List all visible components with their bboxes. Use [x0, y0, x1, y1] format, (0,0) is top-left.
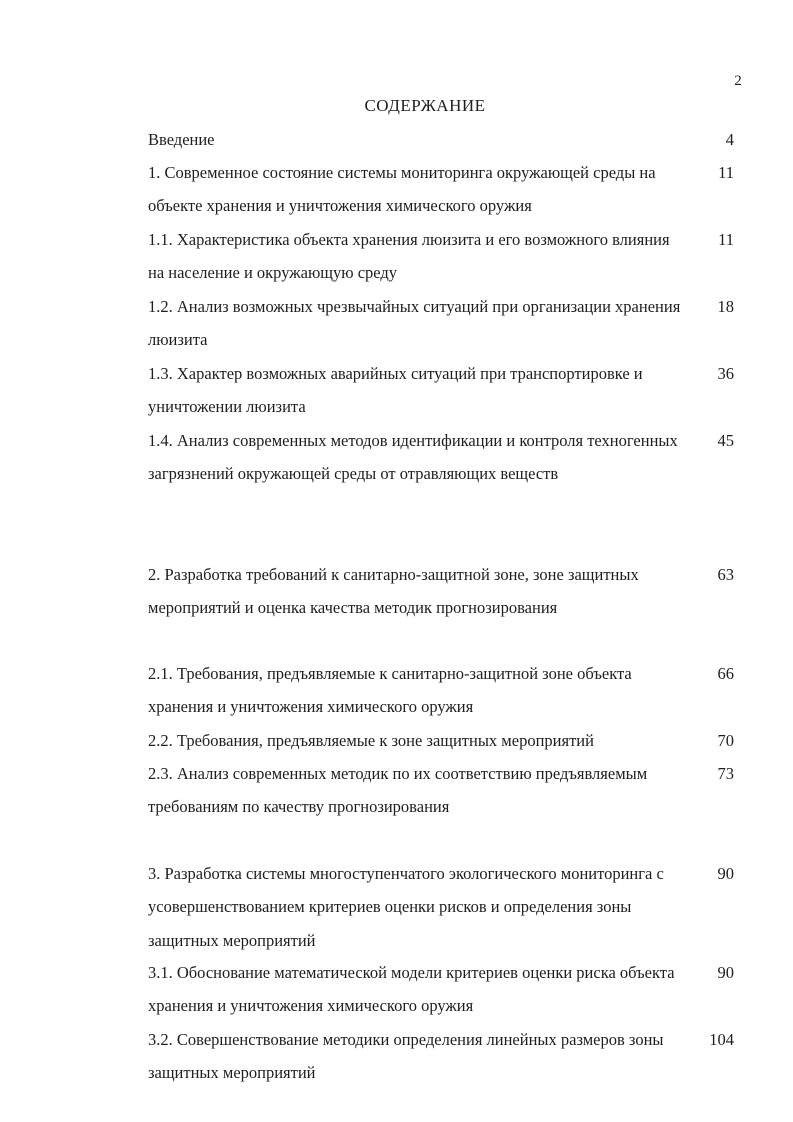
toc-entry-page: 11 [718, 230, 734, 249]
toc-entry-page: 36 [717, 364, 734, 383]
toc-entry-page: 73 [717, 764, 734, 783]
toc-entry-text: 1.4. Анализ современных методов идентификации и контроля техногенных загрязнений окружающей среды от отравляющих веществ [148, 431, 678, 484]
toc-entry-page: 90 [717, 963, 734, 982]
toc-entry-2-1 [148, 657, 748, 724]
toc-entry-2-2 [148, 724, 748, 757]
toc-entry-text: 2.2. Требования, предъявляемые к зоне защитных мероприятий [148, 731, 594, 750]
toc-entry-1-4 [148, 424, 748, 491]
toc-entry-1 [148, 156, 748, 223]
toc-entry-text: 1.1. Характеристика объекта хранения люизита и его возможного влияния на население и окружающую среду [148, 230, 670, 283]
toc-entry-text: 1. Современное состояние системы мониторинга окружающей среды на объекте хранения и уничтожения химического оружия [148, 163, 656, 216]
toc-entry-page: 18 [717, 297, 734, 316]
toc-entry-text: 2.1. Требования, предъявляемые к санитарно-защитной зоне объекта хранения и уничтожения химического оружия [148, 664, 632, 717]
toc-entry-text: 3.2. Совершенствование методики определения линейных размеров зоны защитных мероприятий [148, 1030, 664, 1083]
toc-entry-intro [148, 123, 748, 156]
toc-entry-page: 45 [717, 431, 734, 450]
toc-entry-2 [148, 558, 748, 625]
toc-entry-text: 3.1. Обоснование математической модели критериев оценки риска объекта хранения и уничтожения химического оружия [148, 963, 675, 1016]
toc-entry-text: 3. Разработка системы многоступенчатого экологического мониторинга с усовершенствованием критериев оценки рисков и определения зоны защитных мероприятий [148, 864, 664, 950]
toc-entry-page: 90 [717, 864, 734, 883]
toc-entry-text: 2. Разработка требований к санитарно-защитной зоне, зоне защитных мероприятий и оценка качества методик прогнозирования [148, 565, 639, 618]
toc-entry-3-2 [148, 1023, 748, 1090]
page-number: 2 [734, 73, 742, 89]
page-title: СОДЕРЖАНИЕ [364, 96, 486, 115]
toc-entry-page: 70 [717, 731, 734, 750]
toc-entry-1-2 [148, 290, 748, 357]
toc-entry-text: 1.3. Характер возможных аварийных ситуаций при транспортировке и уничтожении люизита [148, 364, 643, 417]
toc-entry-text: Введение [148, 130, 215, 149]
toc-entry-3-1 [148, 956, 748, 1023]
toc-entry-1-1 [148, 223, 748, 290]
toc-entry-text: 1.2. Анализ возможных чрезвычайных ситуаций при организации хранения люизита [148, 297, 681, 350]
toc-entry-page: 63 [717, 565, 734, 584]
toc-entry-page: 11 [718, 163, 734, 182]
toc-entry-page: 4 [725, 130, 734, 149]
toc-entry-page: 66 [717, 664, 734, 683]
toc-entry-3 [148, 857, 748, 957]
toc-entry-page: 104 [709, 1030, 734, 1049]
toc-entry-2-3 [148, 757, 748, 824]
toc-entry-1-3 [148, 357, 748, 424]
toc-entry-text: 2.3. Анализ современных методик по их соответствию предъявляемым требованиям по качеству прогнозирования [148, 764, 648, 817]
